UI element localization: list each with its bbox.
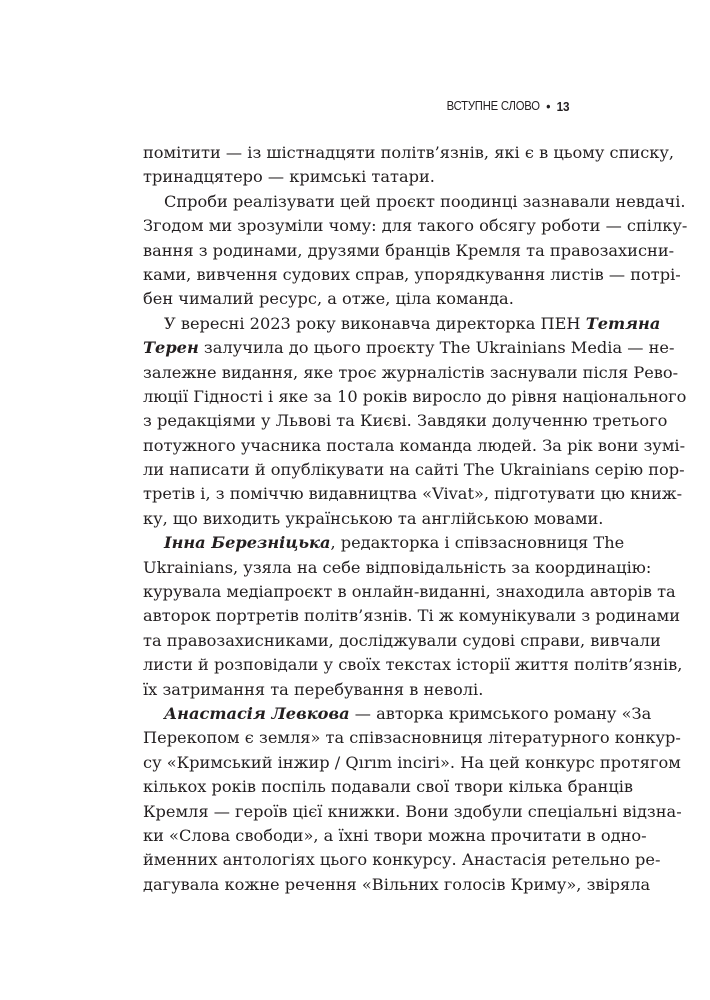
text-run: йменних антологіях цього конкурсу. Анастасія ретельно ре- (143, 850, 661, 870)
text-run: Ukrainians, узяла на себе відповідальність за координацію: (143, 557, 652, 577)
text-line (143, 141, 675, 165)
text-line (143, 604, 681, 628)
emphasized-name: Інна Березніцька (164, 533, 331, 553)
text-run: Кремля — героїв цієї книжки. Вони здобули спеціальні відзна- (143, 801, 682, 821)
text-line (143, 775, 634, 799)
text-line (143, 239, 675, 263)
text-run: та правозахисниками, досліджували судові справи, вивчали (143, 630, 661, 650)
page-number: 13 (556, 98, 569, 114)
emphasized-name: Тетяна (585, 313, 661, 333)
text-run: Згодом ми зрозуміли чому: для такого обсягу роботи — спілку- (143, 216, 688, 236)
text-line (143, 458, 685, 482)
text-line (143, 336, 675, 360)
text-line (143, 531, 625, 555)
text-line (143, 629, 661, 653)
text-run: Перекопом є земля» та співзасновниця літературного конкур- (143, 728, 681, 748)
text-line (143, 165, 573, 189)
text-run: потужного учасника постала команда людей. За рік вони зумі- (143, 435, 686, 455)
text-run: люції Гідності і яке за 10 років виросло до рівня національного (143, 386, 687, 406)
text-run: вання з родинами, друзями бранців Кремля та правозахисни- (143, 240, 675, 260)
text-line (143, 361, 679, 385)
text-line (143, 726, 681, 750)
text-run: ку, що виходить українською та англійською мовами. (143, 508, 604, 528)
text-run: — авторка кримського роману «За (349, 703, 652, 723)
text-run: кількох років поспіль подавали свої твори кілька бранців (143, 777, 634, 797)
section-title: ВСТУПНЕ СЛОВО (446, 99, 540, 113)
text-run: тринадцятеро — кримські татари. (143, 167, 435, 187)
running-header (446, 98, 569, 114)
text-run: третів і, з поміччю видавництва «Vivat», підготувати цю книж- (143, 484, 683, 504)
text-line (143, 482, 683, 506)
text-line (143, 751, 681, 775)
text-run: листи й розповідали у своїх текстах історії життя політв’язнів, (143, 655, 683, 675)
paragraph (143, 141, 675, 190)
emphasized-name: Терен (143, 338, 199, 358)
text-line (143, 312, 661, 336)
text-line (143, 873, 651, 897)
text-run: з редакціями у Львові та Києві. Завдяки долученню третього (143, 411, 668, 431)
text-line (143, 800, 682, 824)
text-line (143, 385, 687, 409)
text-run: авторок портретів політв’язнів. Ті ж комунікували з родинами (143, 606, 681, 626)
text-run: ками, вивчення судових справ, упорядкування листів — потрі- (143, 264, 681, 284)
text-line (143, 848, 661, 872)
text-line (143, 507, 604, 531)
text-run: У вересні 2023 року виконавча директорка ПЕН (164, 313, 586, 333)
bullet-separator: • (545, 98, 551, 114)
text-run: Спроби реалізувати цей проєкт поодинці зазнавали невдачі. (164, 191, 686, 211)
text-run: дагувала кожне речення «Вільних голосів Криму», звіряла (143, 874, 651, 894)
text-line (143, 263, 681, 287)
text-line (143, 287, 573, 311)
text-line (143, 190, 686, 214)
paragraph (143, 312, 687, 532)
paragraph (143, 531, 683, 702)
text-run: помітити — із шістнадцяти політв’язнів, які є в цьому списку, (143, 143, 675, 162)
text-run: ки «Слова свободи», а їхні твори можна прочитати в одно- (143, 825, 647, 845)
body-text (143, 141, 688, 897)
text-line (143, 434, 686, 458)
text-run: бен чималий ресурс, а отже, ціла команда. (143, 289, 514, 309)
paragraph (143, 702, 682, 897)
text-run: , редакторка і співзасновниця The (330, 533, 625, 553)
text-run: їх затримання та перебування в неволі. (143, 679, 484, 699)
text-run: су «Кримський інжир / Qırım incіri». На цей конкурс протягом (143, 752, 681, 772)
text-line (143, 824, 647, 848)
text-line (143, 580, 676, 604)
text-run: залучила до цього проєкту The Ukrainians Media — не- (198, 338, 675, 358)
text-run: ли написати й опублікувати на сайті The Ukrainians серію пор- (143, 460, 685, 480)
text-line (143, 702, 652, 726)
text-line (143, 678, 573, 702)
text-line (143, 214, 688, 238)
text-line (143, 409, 668, 433)
emphasized-name: Анастасія Левкова (164, 703, 350, 723)
text-run: курувала медіапроєкт в онлайн-виданні, знаходила авторів та (143, 582, 676, 602)
text-line (143, 556, 652, 580)
text-line (143, 653, 683, 677)
text-run: залежне видання, яке троє журналістів заснували після Рево- (143, 362, 679, 382)
paragraph (143, 190, 688, 312)
